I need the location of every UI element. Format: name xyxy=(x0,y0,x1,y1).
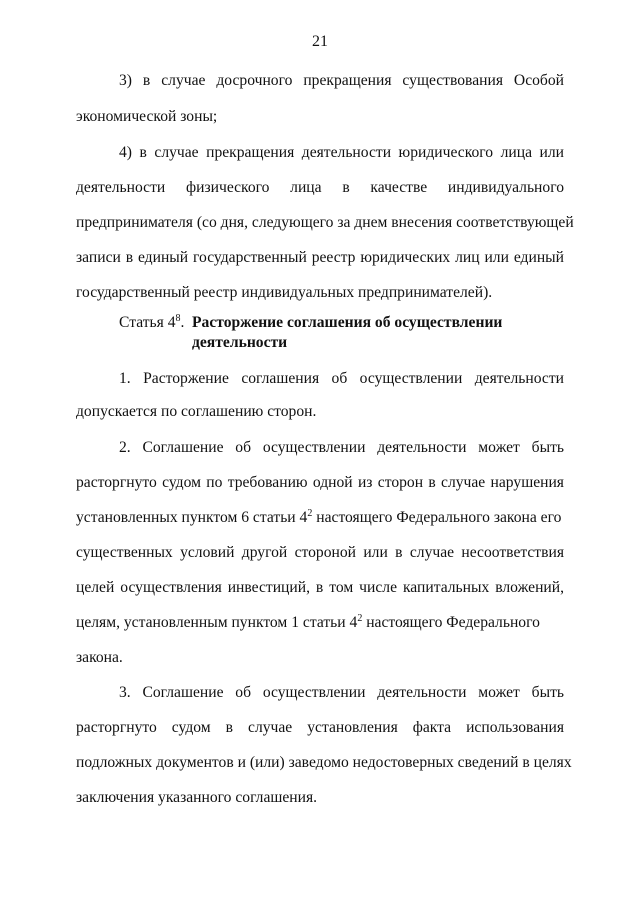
paragraph-3-line-2: экономической зоны; xyxy=(76,108,218,125)
clause-2-line-3 xyxy=(76,508,564,528)
clause-3-line-4: заключения указанного соглашения. xyxy=(76,789,318,806)
article-title-line-2: деятельности xyxy=(192,334,288,351)
paragraph-4-line-5: государственный реестр индивидуальных предпринимателей). xyxy=(76,284,493,301)
clause-2-line-6-part-a: целям, установленным пунктом 1 статьи 4 xyxy=(76,614,358,631)
clause-1-line-1: 1. Расторжение соглашения об осуществлении деятельности xyxy=(119,370,564,387)
clause-3-line-3: подложных документов и (или) заведомо недостоверных сведений в целях xyxy=(76,754,572,771)
page-number: 21 xyxy=(312,33,328,50)
clause-3-line-1: 3. Соглашение об осуществлении деятельности может быть xyxy=(119,684,564,701)
article-label-dot: . xyxy=(180,314,185,331)
clause-1-line-2: допускается по соглашению сторон. xyxy=(76,403,317,420)
paragraph-4-line-3: предпринимателя (со дня, следующего за днем внесения соответствующей xyxy=(76,214,574,231)
clause-2-line-3-part-b: настоящего Федерального закона его xyxy=(312,509,562,526)
article-label-text: Статья 4 xyxy=(119,314,176,331)
clause-2-line-2: расторгнуто судом по требованию одной из сторон в случае нарушения xyxy=(76,474,564,491)
article-title-line-1: Расторжение соглашения об осуществлении xyxy=(192,314,503,331)
clause-2-line-1: 2. Соглашение об осуществлении деятельности может быть xyxy=(119,439,564,456)
clause-2-line-4: существенных условий другой стороной или в случае несоответствия xyxy=(76,544,564,561)
clause-2-line-6-part-b: настоящего Федерального xyxy=(362,614,540,631)
clause-2-line-3-part-a: установленных пунктом 6 статьи 4 xyxy=(76,509,308,526)
clause-3-line-2: расторгнуто судом в случае установления факта использования xyxy=(76,719,564,736)
clause-2-line-7: закона. xyxy=(76,649,123,666)
paragraph-4-line-4: записи в единый государственный реестр юридических лиц или единый xyxy=(76,249,564,266)
clause-2-line-5: целей осуществления инвестиций, в том числе капитальных вложений, xyxy=(76,579,564,596)
clause-2-line-6-superscript: 2 xyxy=(357,613,363,624)
article-label-superscript: 8 xyxy=(175,313,181,324)
article-label xyxy=(119,313,184,333)
clause-2-line-3-superscript: 2 xyxy=(307,508,313,519)
paragraph-4-line-1: 4) в случае прекращения деятельности юридического лица или xyxy=(119,144,564,161)
clause-2-line-6 xyxy=(76,613,564,633)
paragraph-3-line-1: 3) в случае досрочного прекращения существования Особой xyxy=(119,72,564,89)
paragraph-4-line-2: деятельности физического лица в качестве индивидуального xyxy=(76,179,564,196)
